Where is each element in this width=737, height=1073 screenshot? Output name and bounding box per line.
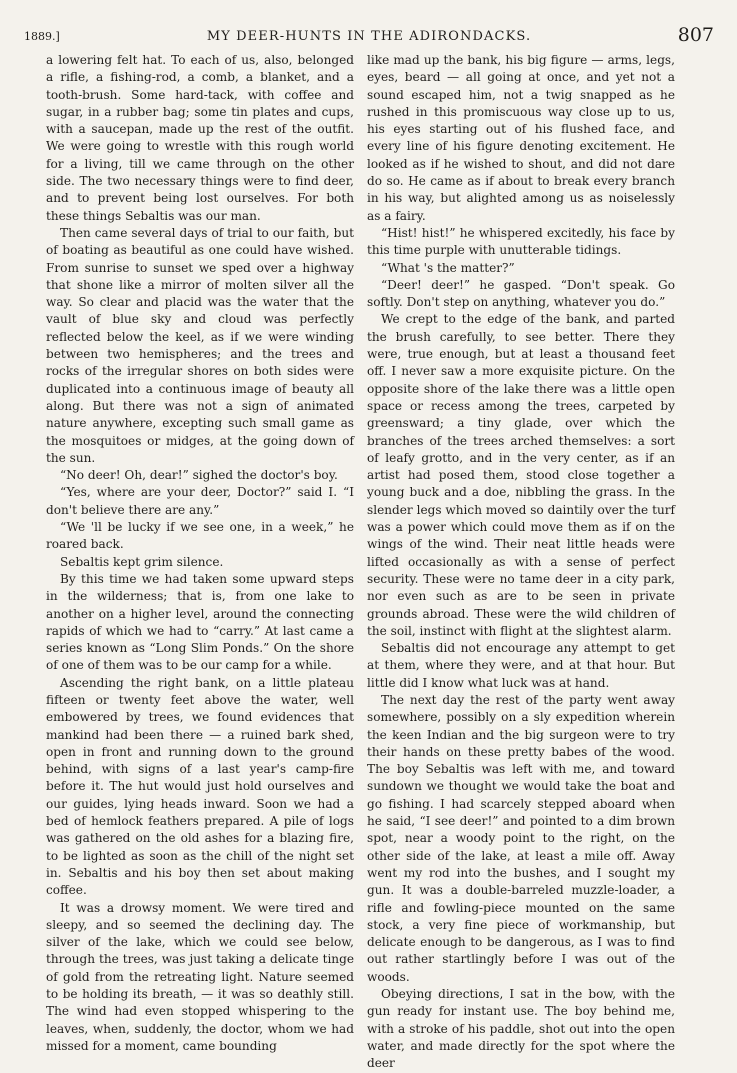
paragraph: Sebaltis kept grim silence.: [60, 554, 224, 569]
paragraph: “What 's the matter?”: [381, 260, 515, 275]
running-header: [24, 24, 714, 50]
paragraph: “No deer! Oh, dear!” sighed the doctor's boy.: [60, 468, 338, 483]
paragraph: It was a drowsy moment. We were tired and sleepy, and so seemed the declining day. The silver of the lake, which we could see below, through the trees, was just taking a delicate tinge of gold from the retreating light. Nature seemed to be holding its breath, — it was so deathly still. The wind had even stopped whispering to the leaves, when, suddenly, the doctor, whom we had missed for a moment, came bounding: [46, 900, 354, 1053]
paragraph: a lowering felt hat. To each of us, also, belonged a rifle, a fishing-rod, a comb, a blanket, and a tooth-brush. Some hard-tack, with coffee and sugar, in a rubber bag; some tin plates and cups, with a saucepan, made up the rest of the outfit. We were going to wrestle with this rough world for a living, till we came through on the other side. The two necessary things were to find deer, and to prevent being lost ourselves. For both these things Sebaltis was our man.: [46, 53, 354, 223]
paragraph: “Deer! deer!” he gasped. “Don't speak. Go softly. Don't step on anything, whatever you do.”: [367, 277, 675, 310]
issue-date: 1889.]: [24, 30, 60, 43]
running-title: MY DEER-HUNTS IN THE ADIRONDACKS.: [206, 29, 532, 44]
paragraph: Then came several days of trial to our faith, but of boating as beautiful as one could have wished. From sunrise to sunset we sped over a highway that shone like a mirror of molten silver all the way. So clear and placid was the water that the vault of blue sky and cloud was perfectly reflected below the keel, as if we were winding between two hemispheres; and the trees and rocks of the irregular shores on both sides were duplicated into a continuous image of beauty all along. But there was not a sign of animated nature anywhere, excepting such small game as the mosquitoes or midges, at the going down of the sun.: [46, 225, 354, 465]
left-column: [46, 52, 354, 1055]
page-number: 807: [677, 24, 714, 46]
paragraph: We crept to the edge of the bank, and parted the brush carefully, to see better. There they were, true enough, but at least a thousand feet off. I never saw a more exquisite picture. On the opposite shore of the lake there was a little open space or recess among the trees, carpeted by greensward; a tiny glade, over which the branches of the trees arched themselves: a sort of leafy grotto, and in the very center, as if an artist had posed them, stood close together a young buck and a doe, nibbling the grass. In the slender legs which moved so daintily over the turf was a power which could move them as if on the wings of the wind. Their neat little heads were lifted occasionally as with a sense of perfect security. These were no tame deer in a city park, nor even such as are to be seen in private grounds abroad. These were the wild children of the soil, instinct with flight at the slightest alarm.: [367, 312, 675, 638]
paragraph: The next day the rest of the party went away somewhere, possibly on a sly expedition wherein the keen Indian and the big surgeon were to try their hands on these pretty babes of the wood. The boy Sebaltis was left with me, and toward sundown we thought we would take the boat and go fishing. I had scarcely stepped aboard when he said, “I see deer!” and pointed to a dim brown spot, near a woody point to the right, on the other side of the lake, at least a mile off. Away went my rod into the bushes, and I sought my gun. It was a double-barreled muzzle-loader, a rifle and fowling-piece mounted on the same stock, a very fine piece of workmanship, but delicate enough to be dangerous, as I was to find out rather startlingly before I was out of the woods.: [367, 692, 675, 984]
paragraph: Sebaltis did not encourage any attempt to get at them, where they were, and at that hour. But little did I know what luck was at hand.: [367, 641, 675, 690]
paragraph: Obeying directions, I sat in the bow, with the gun ready for instant use. The boy behind me, with a stroke of his paddle, shot out into the open water, and made directly for the spot where the deer: [367, 987, 675, 1071]
paragraph: “Hist! hist!” he whispered excitedly, his face by this time purple with unutterable tidings.: [367, 225, 675, 258]
paragraph: By this time we had taken some upward steps in the wilderness; that is, from one lake to another on a higher level, around the connecting rapids of which we had to “carry.” At last came a series known as “Long Slim Ponds.” On the shore of one of them was to be our camp for a while.: [46, 571, 354, 673]
paragraph: like mad up the bank, his big figure — arms, legs, eyes, beard — all going at once, and yet not a sound escaped him, not a twig snapped as he rushed in this promiscuous way close up to us, his eyes starting out of his flushed face, and every line of his figure denoting excitement. He looked as if he wished to shout, and did not dare do so. He came as if about to break every branch in his way, but alighted among us as noiselessly as a fairy.: [367, 53, 675, 223]
paragraph: Ascending the right bank, on a little plateau fifteen or twenty feet above the water, well embowered by trees, we found evidences that mankind had been there — a ruined bark shed, open in front and running down to the ground behind, with signs of a last year's camp-fire before it. The hut would just hold ourselves and our guides, lying heads inward. Soon we had a bed of hemlock feathers prepared. A pile of logs was gathered on the old ashes for a blazing fire, to be lighted as soon as the chill of the night set in. Sebaltis and his boy then set about making coffee.: [46, 675, 354, 898]
right-column: [367, 52, 675, 1073]
paragraph: “We 'll be lucky if we see one, in a week,” he roared back.: [46, 520, 354, 552]
paragraph: “Yes, where are your deer, Doctor?” said I. “I don't believe there are any.”: [46, 485, 354, 517]
